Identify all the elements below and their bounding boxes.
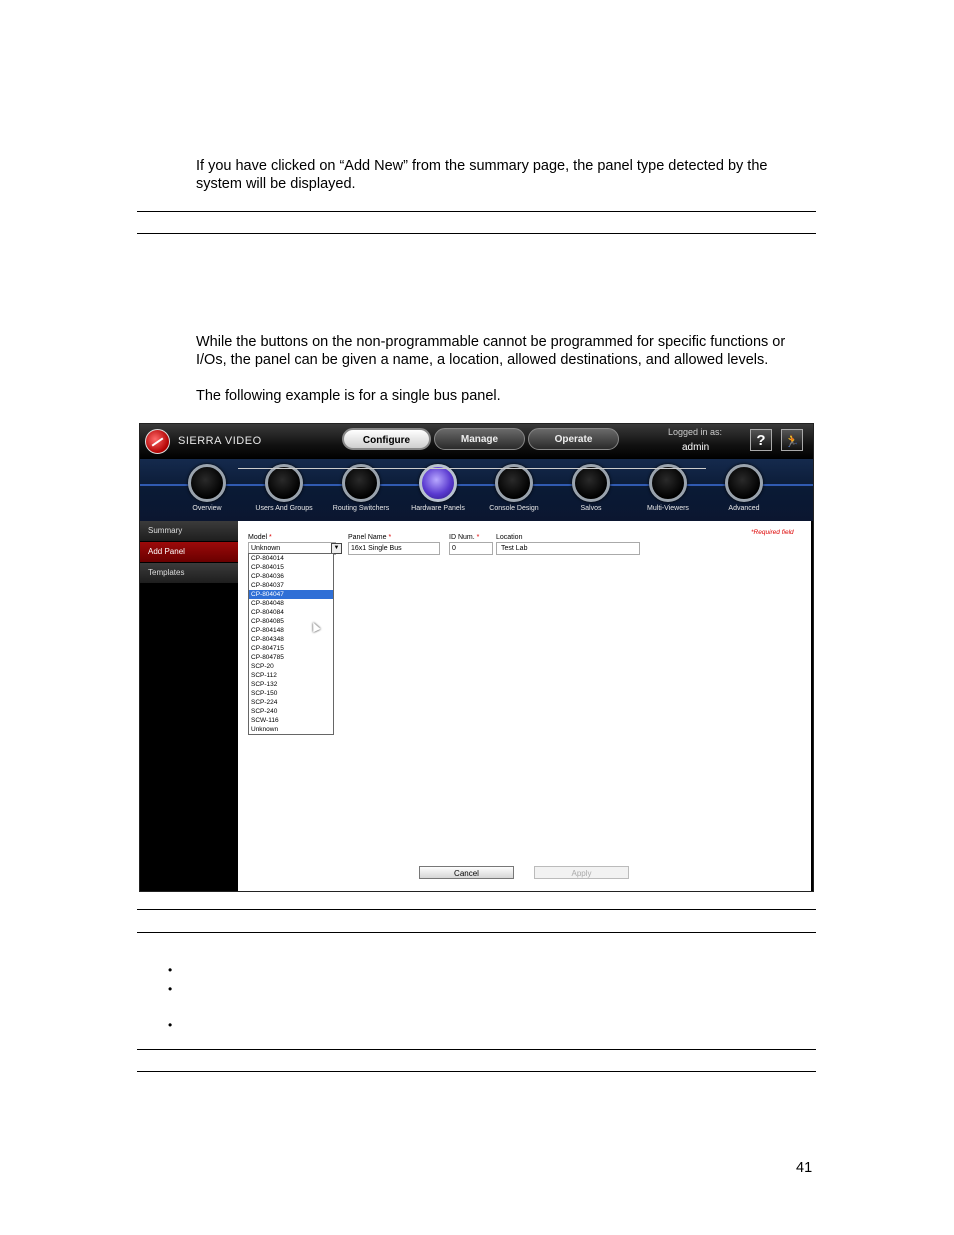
overview-icon	[188, 464, 226, 502]
nav-multi-viewers[interactable]: Multi-Viewers	[633, 464, 703, 512]
model-label: Model *	[248, 534, 272, 541]
logout-icon[interactable]: 🏃	[781, 429, 803, 451]
list-item[interactable]: SCP-240	[251, 708, 278, 715]
sierra-logo-icon	[145, 429, 170, 454]
nav-routing-switchers[interactable]: Routing Switchers	[326, 464, 396, 512]
chevron-down-icon[interactable]: ▼	[331, 543, 342, 554]
list-item[interactable]: SCW-116	[251, 717, 279, 724]
brand-name: SIERRA VIDEO	[178, 435, 262, 447]
example-paragraph: The following example is for a single bus panel.	[196, 388, 501, 404]
advanced-icon	[725, 464, 763, 502]
users-icon	[265, 464, 303, 502]
divider	[137, 909, 816, 910]
list-item[interactable]: Unknown	[251, 726, 279, 733]
sidebar-item-add-panel[interactable]: Add Panel	[140, 542, 238, 563]
main-content	[238, 521, 811, 891]
manage-tab[interactable]: Manage	[434, 428, 525, 450]
form-divider	[238, 468, 706, 469]
model-select[interactable]: Unknown ▼	[248, 542, 336, 555]
nav-console-design[interactable]: Console Design	[479, 464, 549, 512]
nav-hardware-panels[interactable]: Hardware Panels	[403, 464, 473, 512]
cancel-button[interactable]: Cancel	[419, 866, 514, 879]
nav-users-and-groups[interactable]: Users And Groups	[249, 464, 319, 512]
panel-name-label: Panel Name *	[348, 534, 392, 541]
nav-overview[interactable]: Overview	[172, 464, 242, 512]
list-item[interactable]: SCP-20	[251, 663, 274, 670]
sidebar	[140, 521, 238, 892]
nav-salvos[interactable]: Salvos	[556, 464, 626, 512]
list-item-selected[interactable]: CP-804047	[249, 590, 333, 599]
divider	[137, 1071, 816, 1072]
app-screenshot	[139, 423, 814, 892]
bullet: •	[168, 1018, 173, 1032]
multiviewer-icon	[649, 464, 687, 502]
list-item[interactable]: CP-804348	[251, 636, 284, 643]
console-icon	[495, 464, 533, 502]
sidebar-item-templates[interactable]: Templates	[140, 563, 238, 584]
apply-button[interactable]: Apply	[534, 866, 629, 879]
list-item[interactable]: CP-804715	[251, 645, 284, 652]
page-number: 41	[796, 1160, 813, 1176]
list-item[interactable]: CP-804785	[251, 654, 284, 661]
intro-paragraph: If you have clicked on “Add New” from the summary page, the panel type detected by the system will be displayed.	[196, 158, 768, 192]
required-field-note: *Required field	[751, 529, 794, 536]
location-label: Location	[496, 534, 523, 541]
list-item[interactable]: SCP-132	[251, 681, 278, 688]
list-item[interactable]: CP-804084	[251, 609, 284, 616]
id-num-label: ID Num. *	[449, 534, 480, 541]
description-paragraph: While the buttons on the non-programmable cannot be programmed for specific functions or I/Os, the panel can be given a name, a location, allowed destinations, and allowed levels.	[196, 334, 786, 368]
nav-advanced[interactable]: Advanced	[709, 464, 779, 512]
router-icon	[342, 464, 380, 502]
list-item[interactable]: CP-804015	[251, 564, 284, 571]
divider	[137, 1049, 816, 1050]
list-item[interactable]: CP-804048	[251, 600, 284, 607]
bullet: •	[168, 982, 173, 996]
list-item[interactable]: CP-804037	[251, 582, 284, 589]
list-item[interactable]: SCP-224	[251, 699, 278, 706]
model-dropdown-list	[248, 553, 334, 735]
list-item[interactable]: SCP-112	[251, 672, 277, 679]
configure-tab[interactable]: Configure	[342, 428, 431, 450]
list-item[interactable]: CP-804085	[251, 618, 284, 625]
operate-tab[interactable]: Operate	[528, 428, 619, 450]
list-item[interactable]: CP-804014	[251, 555, 284, 562]
divider	[137, 211, 816, 212]
divider	[137, 233, 816, 234]
salvo-icon	[572, 464, 610, 502]
list-item[interactable]: CP-804148	[251, 627, 284, 634]
id-num-input[interactable]: 0	[449, 542, 493, 555]
panel-name-input[interactable]: 16x1 Single Bus	[348, 542, 440, 555]
list-item[interactable]: CP-804036	[251, 573, 284, 580]
location-input[interactable]: Test Lab	[496, 542, 640, 555]
list-item[interactable]: SCP-150	[251, 690, 278, 697]
username: admin	[682, 442, 710, 453]
logged-in-label: Logged in as:	[668, 427, 723, 437]
sidebar-item-summary[interactable]: Summary	[140, 521, 238, 542]
panel-icon	[419, 464, 457, 502]
divider	[137, 932, 816, 933]
help-icon[interactable]: ?	[750, 429, 772, 451]
bullet: •	[168, 963, 173, 977]
top-bar	[140, 424, 813, 459]
